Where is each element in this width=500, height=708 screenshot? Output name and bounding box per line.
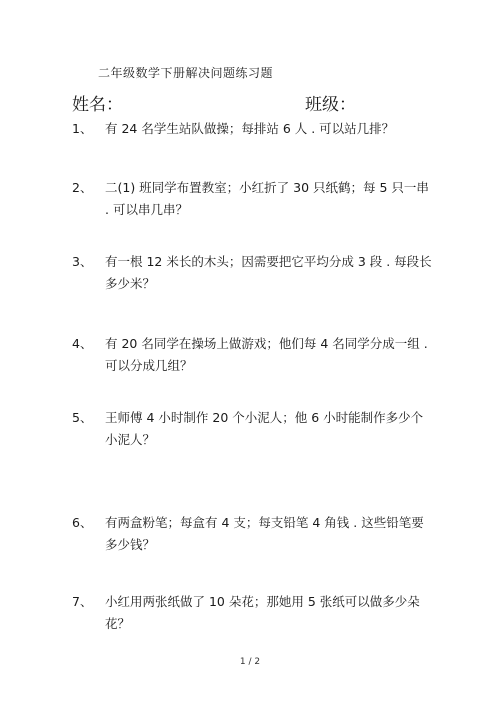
question-text: 有 24 名学生站队做操；每排站 6 人 . 可以站几排？ — [105, 121, 395, 136]
question-text: 有 20 名同学在操场上做游戏；他们每 4 名同学分成一组 . 可以分成几组？ — [105, 336, 428, 373]
question-number: 3、 — [72, 254, 93, 269]
question-text: 有一根 12 米长的木头；因需要把它平均分成 3 段 . 每段长多少米？ — [105, 254, 432, 291]
question-text: 王师傅 4 小时制作 20 个小泥人；他 6 小时能制作多少个小泥人？ — [105, 410, 424, 447]
name-label: 姓名： — [72, 95, 123, 115]
question-text: 二(1) 班同学布置教室；小红折了 30 只纸鹤；每 5 只一串 . 可以串几串？ — [105, 180, 429, 217]
question-text: 小红用两张纸做了 10 朵花；那她用 5 张纸可以做多少朵花？ — [105, 594, 420, 631]
question-number: 4、 — [72, 336, 93, 351]
class-label: 班级： — [305, 95, 356, 115]
question-number: 2、 — [72, 180, 93, 195]
question-number: 1、 — [72, 121, 93, 136]
question-number: 7、 — [72, 594, 93, 609]
question-number: 5、 — [72, 410, 93, 425]
page-number: 1 / 2 — [239, 657, 261, 667]
document-title: 二年级数学下册解决问题练习题 — [98, 66, 274, 80]
question-number: 6、 — [72, 515, 93, 530]
question-text: 有两盒粉笔；每盒有 4 支；每支铅笔 4 角钱 . 这些铅笔要多少钱？ — [105, 515, 424, 552]
